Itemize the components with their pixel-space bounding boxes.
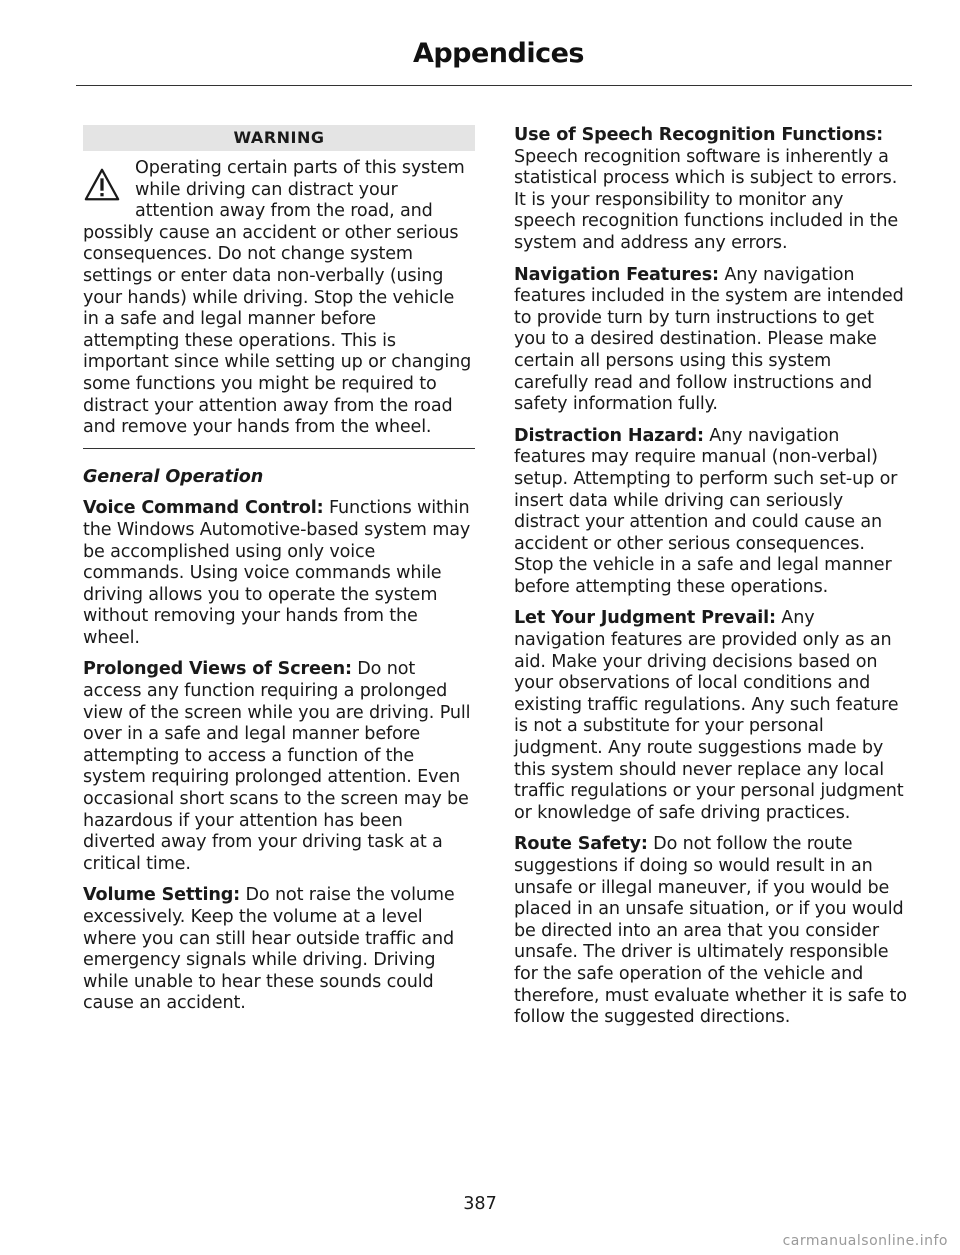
- paragraph-lead: Let Your Judgment Prevail:: [514, 608, 776, 629]
- paragraph-lead: Use of Speech Recognition Functions:: [514, 125, 883, 145]
- paragraph-navigation-features: [514, 265, 908, 416]
- warning-triangle-icon: [83, 166, 121, 204]
- paragraph-speech-recognition: [514, 125, 908, 255]
- warning-title: WARNING: [83, 125, 475, 151]
- warning-divider: [83, 448, 475, 449]
- warning-box: [83, 125, 475, 449]
- paragraph-text: Any navigation features are provided only as an aid. Make your driving decisions based on your observations of local conditions and existing traffic regulations. Any such feature is not a substitute for your personal judgment. Any route suggestions made by this system should never replace any local traffic regulations or your personal judgment or knowledge of safe driving practices.: [514, 608, 904, 823]
- paragraph-text: Do not raise the volume excessively. Keep the volume at a level where you can still hear outside traffic and emergency signals while driving. Driving while unable to hear these sounds could cause an accident.: [83, 885, 455, 1014]
- paragraph-route-safety: [514, 834, 908, 1028]
- paragraph-lead: Distraction Hazard:: [514, 425, 704, 446]
- left-column: [83, 125, 475, 1025]
- page-number: 387: [463, 1194, 497, 1214]
- watermark: carmanualsonline.info: [782, 1233, 948, 1249]
- warning-text: Operating certain parts of this system while driving can distract your attention away from the road, and possibly cause an accident or other serious consequences. Do not change system settings or enter data non-verbally (using your hands) while driving. Stop the vehicle in a safe and legal manner before attempting these operations. This is important since while setting up or changing some functions you might be required to distract your attention away from the road and remove your hands from the wheel.: [83, 158, 472, 438]
- paragraph-judgment: [514, 608, 908, 824]
- paragraph-text: Do not access any function requiring a prolonged view of the screen while you are driving. Pull over in a safe and legal manner before attempting to access a function of the system requiring prolonged attention. Even occasional short scans to the screen may be hazardous if your attention has been diverted away from your driving task at a critical time.: [83, 659, 471, 874]
- paragraph-distraction-hazard: [514, 426, 908, 599]
- paragraph-voice-command: [83, 498, 475, 649]
- paragraph-text: Functions within the Windows Automotive-based system may be accomplished using only voice commands. Using voice commands while driving allows you to operate the system without removing your hands from the wheel.: [83, 498, 471, 648]
- page-title: Appendices: [412, 38, 584, 69]
- paragraph-text: Any navigation features may require manual (non-verbal) setup. Attempting to perform such set-up or insert data while driving can seriously distract your attention and could cause an accident or other serious consequences. Stop the vehicle in a safe and legal manner before attempting these operations.: [514, 425, 898, 597]
- paragraph-volume-setting: [83, 885, 475, 1015]
- paragraph-lead: Route Safety:: [514, 834, 648, 855]
- paragraph-prolonged-views: [83, 659, 475, 875]
- paragraph-text: Do not follow the route suggestions if doing so would result in an unsafe or illegal maneuver, if you would be placed in an unsafe situation, or if you would be directed into an area that you consider unsafe. The driver is ultimately responsible for the safe operation of the vehicle and therefore, must evaluate whether it is safe to follow the suggested directions.: [514, 834, 907, 1028]
- right-column: [514, 125, 908, 1039]
- paragraph-text: Speech recognition software is inherently a statistical process which is subject to errors. It is your responsibility to monitor any speech recognition functions included in the system and address any errors.: [514, 146, 899, 253]
- paragraph-lead: Navigation Features:: [514, 264, 719, 285]
- paragraph-lead: Volume Setting:: [83, 885, 241, 906]
- paragraph-lead: Voice Command Control:: [83, 498, 324, 519]
- paragraph-lead: Prolonged Views of Screen:: [83, 659, 352, 680]
- header-divider: [76, 85, 912, 86]
- paragraph-text: Any navigation features included in the system are intended to provide turn by turn instructions to get you to a desired destination. Please make certain all persons using this system carefully read and follow instructions and safety information fully.: [514, 264, 904, 415]
- section-heading: General Operation: [83, 466, 264, 487]
